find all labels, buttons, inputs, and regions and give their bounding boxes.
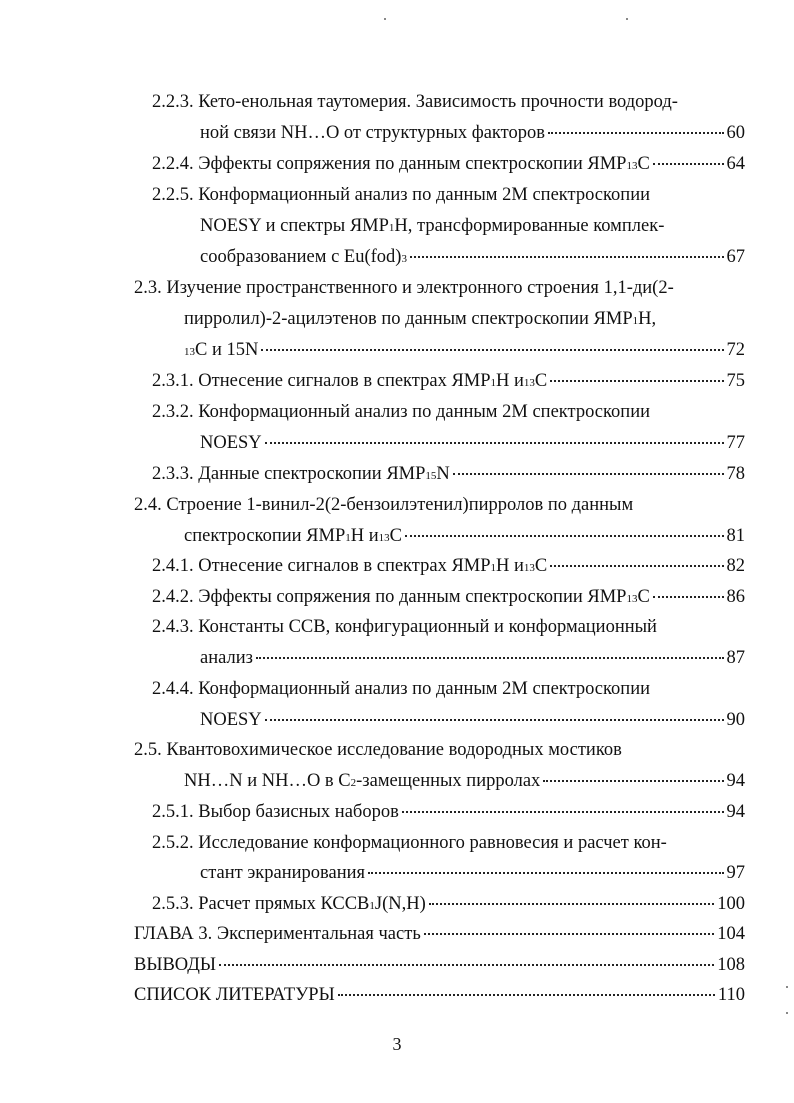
leader-dots (256, 657, 724, 659)
toc-text: СПИСОК ЛИТЕРАТУРЫ (134, 985, 335, 1005)
toc-text: C (637, 154, 650, 174)
leader-dots (424, 933, 715, 935)
toc-text: NOESY (200, 710, 262, 730)
scan-speck (626, 18, 628, 20)
toc-page-number: 77 (726, 433, 745, 453)
toc-text: 2.2.4. Эффекты сопряжения по данным спектроскопии ЯМР (152, 154, 627, 174)
toc-entry-2-3-1[interactable]: 2.3.1. Отнесение сигналов в спектрах ЯМР 1 H и 13 C 75 (152, 366, 745, 396)
leader-dots (368, 872, 723, 874)
toc-text: 2.5.1. Выбор базисных наборов (152, 802, 399, 822)
toc-page-number: 64 (726, 154, 745, 174)
toc-page-number: 72 (726, 340, 745, 360)
toc-page-number: 104 (717, 924, 745, 944)
leader-dots (653, 596, 724, 598)
toc-text: H и (496, 556, 524, 576)
toc-line-2-3-part2: пирролил)-2-ацилэтенов по данным спектроскопии ЯМР 1 H, (184, 304, 714, 334)
toc-page-number: 94 (726, 771, 745, 791)
leader-dots (429, 903, 714, 905)
toc-entry-2-5-3[interactable]: 2.5.3. Расчет прямых КССВ 1 J(N,H) 100 (152, 889, 745, 919)
toc-page-number: 82 (726, 556, 745, 576)
leader-dots (219, 964, 714, 966)
toc-text: 2.3.1. Отнесение сигналов в спектрах ЯМР (152, 371, 491, 391)
toc-entry-2-5[interactable]: NH…N и NH…O в C 2 -замещенных пирролах 94 (184, 766, 745, 796)
leader-dots (338, 994, 715, 996)
leader-dots (265, 719, 724, 721)
toc-text: 2.4.4. Конформационный анализ по данным 2М спектроскопии (152, 679, 651, 699)
toc-text: NH…N и NH…O в C (184, 771, 351, 791)
page-number: 3 (392, 1034, 402, 1054)
toc-line-2-2-3-part1 (152, 87, 712, 117)
toc-page-number: 108 (717, 955, 745, 975)
toc-line-2-4-3-part1 (152, 612, 712, 642)
toc-page-number: 67 (726, 247, 745, 267)
toc-entry-2-4-1[interactable]: 2.4.1. Отнесение сигналов в спектрах ЯМР 1 H и 13 C 82 (152, 551, 745, 581)
toc-page-number: 87 (726, 648, 745, 668)
toc-entry-references[interactable] (134, 980, 745, 1010)
toc-text: 2.2.3. Кето-енольная таутомерия. Зависимость прочности водород- (152, 92, 678, 112)
toc-text: сообразованием с Eu(fod) (200, 247, 402, 267)
toc-text: 2.5.3. Расчет прямых КССВ (152, 894, 370, 914)
toc-entry-chapter-3[interactable] (134, 919, 745, 949)
toc-text: NOESY и спектры ЯМР (200, 216, 389, 236)
toc-text: 2.4.2. Эффекты сопряжения по данным спектроскопии ЯМР (152, 587, 627, 607)
toc-text: 2.3.3. Данные спектроскопии ЯМР (152, 464, 426, 484)
toc-text: ГЛАВА 3. Экспериментальная часть (134, 924, 421, 944)
toc-entry-2-4-3[interactable] (200, 643, 745, 673)
toc-text: J(N,H) (374, 894, 426, 914)
toc-line-2-4-part1 (134, 490, 724, 520)
toc-text: H и (350, 526, 379, 546)
toc-page-number: 75 (726, 371, 745, 391)
toc-line-2-2-5-part1 (152, 180, 712, 210)
toc-entry-2-5-2[interactable] (200, 858, 745, 888)
toc-entry-2-4-4[interactable] (200, 705, 745, 735)
toc-page-number: 81 (726, 526, 745, 546)
leader-dots (405, 535, 724, 537)
leader-dots (653, 163, 724, 165)
toc-page-number: 86 (726, 587, 745, 607)
toc-text: C (389, 526, 402, 546)
toc-line-2-5-2-part1 (152, 828, 712, 858)
toc-entry-2-2-5[interactable]: сообразованием с Eu(fod) 3 67 (200, 242, 745, 272)
toc-entry-2-2-3[interactable] (200, 118, 745, 148)
toc-text: 2.2.5. Конформационный анализ по данным 2М спектроскопии (152, 185, 651, 205)
toc-text: H, (638, 309, 657, 329)
toc-entry-2-5-1[interactable] (152, 797, 745, 827)
toc-line-2-2-5-part2: NOESY и спектры ЯМР 1 H, трансформированные комплек- (200, 211, 720, 241)
toc-text: H, трансформированные комплек- (394, 216, 665, 236)
toc-text: N (436, 464, 450, 484)
leader-dots (402, 811, 724, 813)
toc-page-number: 60 (726, 123, 745, 143)
toc-text: пирролил)-2-ацилэтенов по данным спектроскопии ЯМР (184, 309, 633, 329)
toc-line-2-5-part1 (134, 735, 724, 765)
toc-text: ВЫВОДЫ (134, 955, 217, 975)
toc-text: NOESY (200, 433, 262, 453)
toc-text: 2.4.1. Отнесение сигналов в спектрах ЯМР (152, 556, 491, 576)
toc-text: C (534, 556, 548, 576)
toc-text: стант экранирования (200, 863, 366, 883)
toc-text: C и 15N (195, 340, 259, 360)
toc-text: 2.3.2. Конформационный анализ по данным 2М спектроскопии (152, 402, 651, 422)
toc-entry-conclusions[interactable] (134, 950, 745, 980)
scan-speck (786, 986, 788, 988)
toc-page-number: 110 (717, 985, 745, 1005)
scan-speck (384, 18, 386, 20)
leader-dots (265, 442, 724, 444)
leader-dots (261, 349, 723, 351)
toc-text: H и (496, 371, 524, 391)
leader-dots (550, 565, 723, 567)
toc-page-number: 100 (717, 894, 745, 914)
toc-line-2-3-part1 (134, 273, 724, 303)
toc-text: 2.4.3. Константы ССВ, конфигурационный и конформационный (152, 617, 657, 637)
toc-page-number: 90 (726, 710, 745, 730)
toc-page-number: 78 (726, 464, 745, 484)
toc-entry-2-4-2[interactable]: 2.4.2. Эффекты сопряжения по данным спектроскопии ЯМР 13 C 86 (152, 582, 745, 612)
toc-page-number: 97 (726, 863, 745, 883)
toc-text: C (534, 371, 548, 391)
leader-dots (410, 256, 724, 258)
toc-text: C (637, 587, 650, 607)
toc-line-2-3-2-part1 (152, 397, 712, 427)
toc-page-number: 94 (726, 802, 745, 822)
toc-text: 2.3. Изучение пространственного и электронного строения 1,1-ди(2- (134, 278, 674, 298)
toc-entry-2-3-2[interactable] (200, 428, 745, 458)
toc-text: 2.4. Строение 1-винил-2(2-бензоилэтенил)пирролов по данным (134, 495, 634, 515)
toc-text: ной связи NH…O от структурных факторов (200, 123, 545, 143)
toc-entry-2-4[interactable]: спектроскопии ЯМР 1 H и 13 C 81 (184, 521, 745, 551)
leader-dots (548, 132, 724, 134)
leader-dots (453, 473, 724, 475)
toc-entry-2-3[interactable]: 13 C и 15N 72 (184, 335, 745, 365)
leader-dots (550, 380, 723, 382)
toc-line-2-4-4-part1 (152, 674, 712, 704)
scan-speck (786, 1012, 788, 1014)
toc-text: спектроскопии ЯМР (184, 526, 346, 546)
leader-dots (543, 780, 723, 782)
toc-text: -замещенных пирролах (356, 771, 541, 791)
toc-entry-2-3-3[interactable]: 2.3.3. Данные спектроскопии ЯМР 15 N 78 (152, 459, 745, 489)
toc-text: 2.5.2. Исследование конформационного равновесия и расчет кон- (152, 833, 667, 853)
toc-text: 2.5. Квантовохимическое исследование водородных мостиков (134, 740, 622, 760)
toc-entry-2-2-4[interactable]: 2.2.4. Эффекты сопряжения по данным спектроскопии ЯМР 13 C 64 (152, 149, 745, 179)
toc-text: анализ (200, 648, 253, 668)
